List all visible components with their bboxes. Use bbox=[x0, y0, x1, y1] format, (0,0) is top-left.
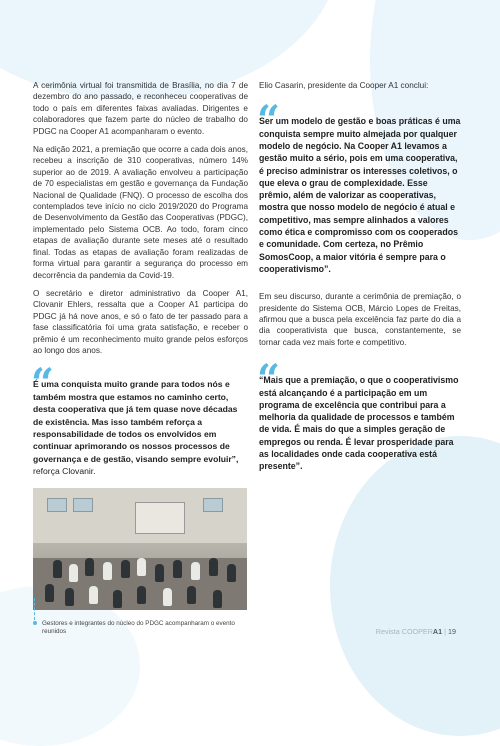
left-column bbox=[33, 80, 248, 636]
photo-caption-text: Gestores e integrantes do núcleo do PDGC acompanharam o evento reunidos bbox=[42, 619, 235, 635]
projection-screen bbox=[135, 502, 185, 534]
event-photo bbox=[33, 488, 247, 610]
magazine-brand: A1 bbox=[432, 627, 443, 636]
footer-separator: | bbox=[444, 627, 446, 636]
quote-mark-icon: “ bbox=[257, 97, 281, 145]
casarin-intro: Elio Casarin, presidente da Cooper A1 conclui: bbox=[259, 81, 429, 90]
page-number: 19 bbox=[448, 627, 456, 636]
clovanir-quote-attribution: reforça Clovanir. bbox=[33, 466, 96, 477]
casarin-quote bbox=[257, 97, 461, 275]
right-column bbox=[259, 80, 461, 483]
caption-dot-icon bbox=[33, 621, 37, 625]
quote-mark-icon: “ bbox=[31, 360, 55, 408]
clovanir-quote-body: É uma conquista muito grande para todos nós e também mostra que estamos no caminho certo, desta cooperativa que já tem quase nove décadas de existência. Mas isso também reforça a responsabilidade de todos os envolvidos em continuar aprimorando os nossos processos de governança e de gestão, visando sempre evoluir”, bbox=[33, 379, 239, 464]
right-paragraph-1: Em seu discurso, durante a cerimônia de premiação, o presidente do Sistema OCB, Márcio Lopes de Freitas, afirmou que a busca pela excelência faz parte do dia a dia cooperativista que busca, constantemente, se tornar cada vez mais forte e competitivo. bbox=[259, 292, 461, 347]
page-footer bbox=[376, 627, 456, 636]
clovanir-quote-text bbox=[33, 378, 248, 477]
casarin-quote-text: Ser um modelo de gestão e boas práticas é uma conquista sempre muito almejada por qualquer modelo de negócio. Na Cooper A1 levamos a gestão muito a sério, pois em uma cooperativa, é preciso administrar os interesses coletivos, o que eleva o grau de complexidade. Esse prêmio, além de valorizar as cooperativas, mostra que nosso modelo de negócio é atual e competitivo, mas sempre alinhados a valores como ética e compromisso com os cooperados e comunidade. Com certeza, no Prêmio SomosCoop, a maior vitória é sempre para o cooperativismo”. bbox=[259, 116, 461, 274]
left-paragraph-3: O secretário e diretor administrativo da Cooper A1, Clovanir Ehlers, ressalta que a Cooper A1 participa do PDGC já há nove anos, e só o fato de ter passado para a fase classificatória foi uma grata satisfação, e receber o prêmio é um reconhecimento muito grande pelos esforços ao longo dos anos. bbox=[33, 288, 248, 355]
ocb-president-quote-text: “Mais que a premiação, o que o cooperativismo está alcançando é a participação em um programa de excelência que contribui para a melhoria da qualidade de processos e também de vida. É mais do que a simples geração de empregos ou renda. É levar prosperidade para as localidades onde cada cooperativa está presente”. bbox=[259, 375, 459, 472]
caption-pointer-line bbox=[34, 598, 35, 620]
photo-caption bbox=[33, 620, 248, 636]
left-paragraph-2: Na edição 2021, a premiação que ocorre a cada dois anos, recebeu a inscrição de 310 cooperativas, número 14% superior ao de 2019. A avaliação envolveu a participação de 70 especialistas em gestão e governança da Fundação Nacional de Qualidade (FNQ). O processo de escolha dos contemplados teve início no ciclo 2019/2020 do Programa de Desenvolvimento da Gestão das Cooperativas (PDGC), implementado pelo Sistema OCB. Ao todo, foram cinco etapas de avaliação durante sete meses até o resultado final. Todas as etapas de avaliação foram realizadas de forma virtual para garantir a segurança do processo em decorrência da pandemia da Covid-19. bbox=[33, 145, 248, 280]
magazine-name: Revista COOPER bbox=[375, 627, 433, 636]
quote-mark-icon: “ bbox=[257, 356, 281, 404]
ocb-president-quote bbox=[257, 356, 461, 472]
clovanir-quote bbox=[31, 360, 248, 477]
left-paragraph-1: A cerimônia virtual foi transmitida de Brasília, no dia 7 de dezembro do ano passado, e reconheceu cooperativas de todo o país em diferentes faixas avaliadas. Dirigentes e colaboradores que fazem parte do núcleo de trabalho do PDGC na Cooper A1 acompanharam o evento. bbox=[33, 81, 248, 136]
